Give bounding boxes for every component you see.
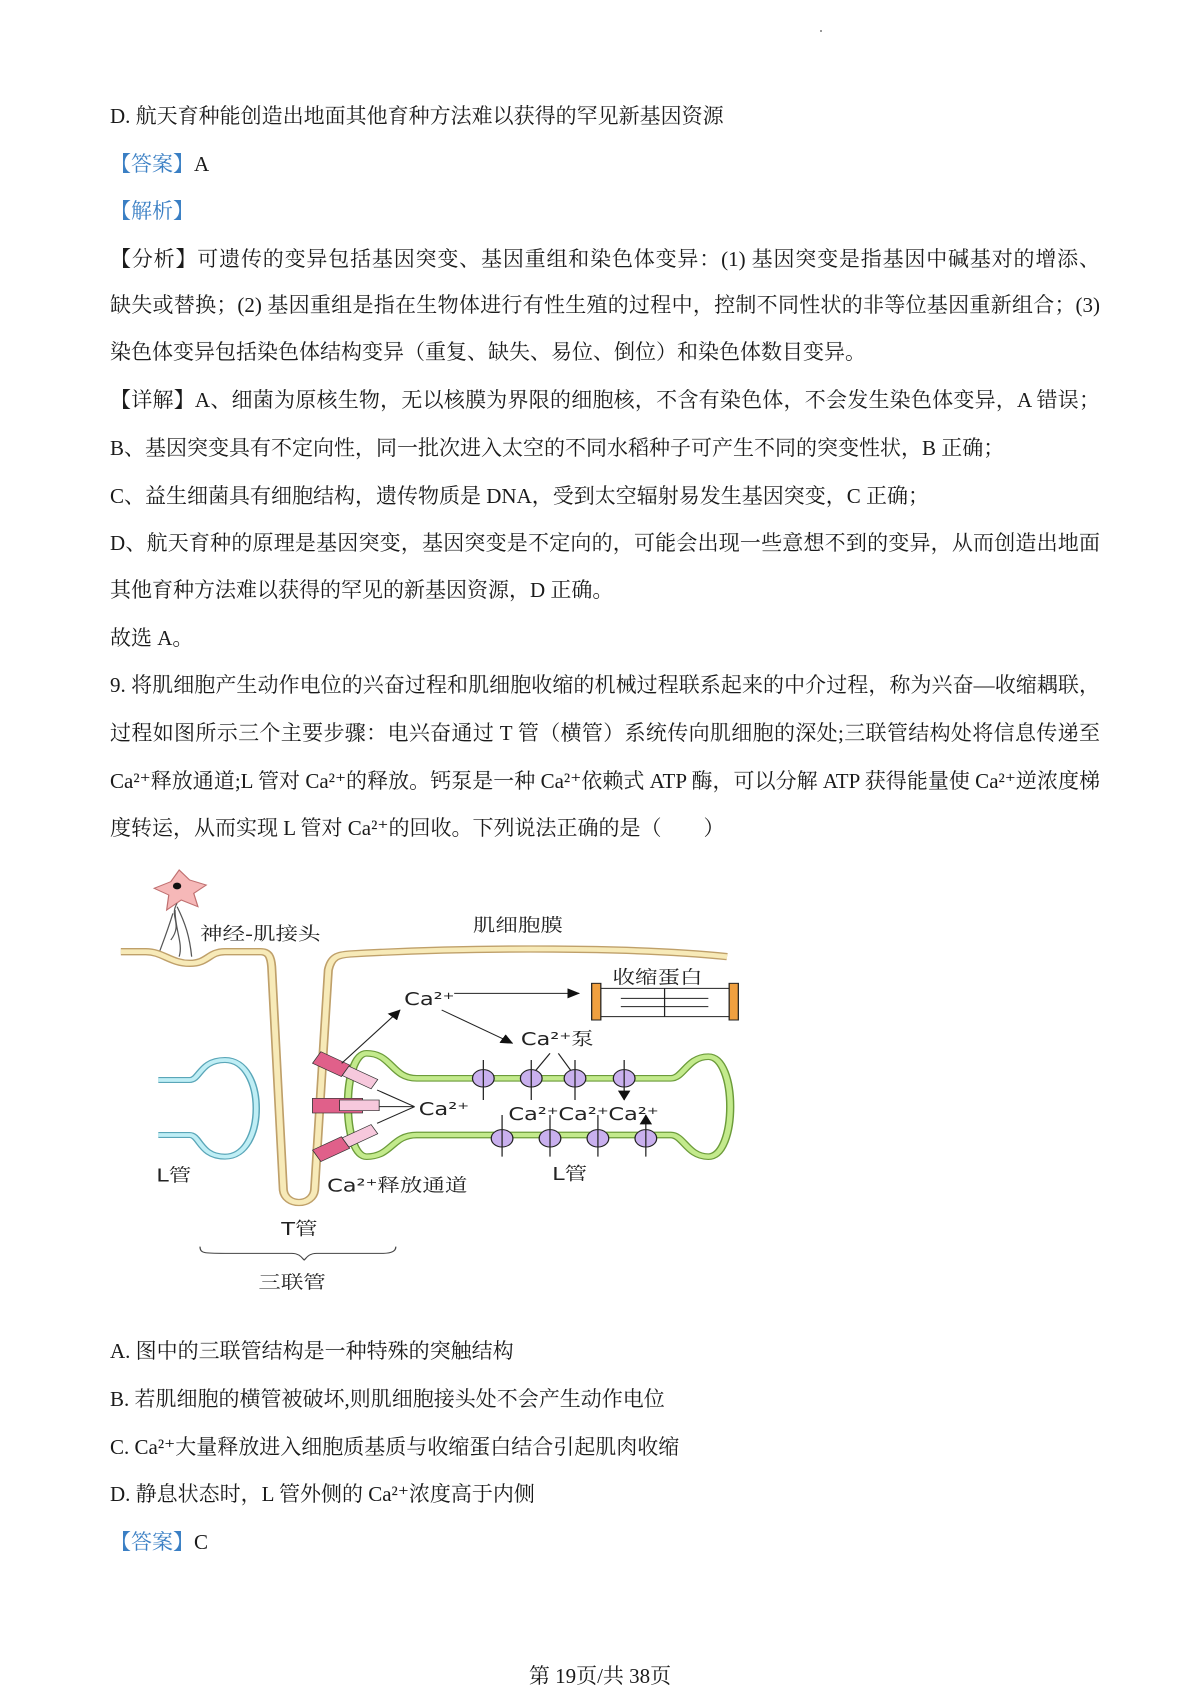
neuron-icon (154, 870, 206, 957)
answer-tag: 【答案】 (110, 152, 194, 176)
triad-brace (200, 1247, 396, 1260)
stem-line: 9. 将肌细胞产生动作电位的兴奋过程和肌细胞收缩的机械过程联系起来的中介过程，称为兴奋—收缩耦联， (110, 673, 1100, 697)
label-ca-inner: Ca²⁺ (508, 1103, 559, 1125)
scan-dot (820, 30, 822, 32)
stem-line: Ca²⁺释放通道;L 管对 Ca²⁺的释放。钙泵是一种 Ca²⁺依赖式 ATP 酶，可以分解 ATP 获得能量使 Ca²⁺逆浓度梯 (110, 769, 1100, 793)
prev-option-d: D. 航天育种能创造出地面其他育种方法难以获得的罕见新基因资源 (110, 104, 724, 128)
detail-text: A、细菌为原核生物，无以核膜为界限的细胞核，不含有染色体，不会发生染色体变异，A 错误； (194, 388, 1100, 412)
explain-tag: 【解析】 (110, 199, 194, 223)
analysis-text: 可遗传的变异包括基因突变、基因重组和染色体变异：(1) 基因突变是指基因中碱基对的增添、 (197, 247, 1100, 271)
analysis-line (110, 246, 1100, 272)
option-d: D. 静息状态时，L 管外侧的 Ca²⁺浓度高于内侧 (110, 1482, 535, 1506)
l-tube-left (158, 1060, 256, 1157)
label-triad: 三联管 (258, 1271, 326, 1293)
label-l-tube-left: L管 (156, 1164, 192, 1187)
label-ca-top: Ca²⁺ (404, 988, 455, 1010)
option-a: A. 图中的三联管结构是一种特殊的突触结构 (110, 1339, 514, 1363)
label-release-channel: Ca²⁺释放通道 (327, 1174, 468, 1197)
label-nmj: 神经-肌接头 (200, 923, 321, 945)
contractile-protein-icon (592, 983, 739, 1020)
analysis-line: 染色体变异包括染色体结构变异（重复、缺失、易位、倒位）和染色体数目变异。 (110, 340, 866, 364)
stem-line: 度转运，从而实现 L 管对 Ca²⁺的回收。下列说法正确的是（ ） (110, 816, 725, 840)
answer-value: C (194, 1530, 209, 1554)
detail-line: B、基因突变具有不定向性，同一批次进入太空的不同水稻种子可产生不同的突变性状，B 正确； (110, 436, 1005, 460)
detail-tag: 【详解】 (110, 388, 195, 412)
analysis-tag: 【分析】 (110, 247, 198, 271)
answer-value: A (194, 152, 210, 176)
label-ca-inner: Ca²⁺ (608, 1103, 659, 1125)
question-answer (110, 1529, 208, 1555)
analysis-line: 缺失或替换；(2) 基因重组是指在生物体进行有性生殖的过程中，控制不同性状的非等位基因重新组合；(3) (110, 293, 1100, 317)
excitation-contraction-diagram (100, 860, 750, 1310)
label-ca-mid: Ca²⁺ (418, 1098, 470, 1120)
detail-line: C、益生细菌具有细胞结构，遗传物质是 DNA，受到太空辐射易发生基因突变，C 正确； (110, 484, 930, 508)
option-c: C. Ca²⁺大量释放进入细胞质基质与收缩蛋白结合引起肌肉收缩 (110, 1435, 680, 1459)
detail-line: D、航天育种的原理是基因突变，基因突变是不定向的，可能会出现一些意想不到的变异，从而创造出地面 (110, 531, 1100, 555)
label-ca-inner: Ca²⁺ (558, 1103, 609, 1125)
page-footer: 第 19页/共 38页 (528, 1664, 672, 1688)
label-contractile: 收缩蛋白 (612, 966, 703, 988)
label-l-tube-right: L管 (552, 1163, 588, 1185)
conclusion: 故选 A。 (110, 626, 194, 650)
detail-line: 其他育种方法难以获得的罕见的新基因资源，D 正确。 (110, 578, 614, 602)
label-t-tube: T管 (281, 1218, 318, 1240)
answer-tag: 【答案】 (110, 1530, 194, 1554)
stem-line: 过程如图所示三个主要步骤：电兴奋通过 T 管（横管）系统传向肌细胞的深处;三联管结构处将信息传递至 (110, 721, 1100, 745)
option-b: B. 若肌细胞的横管被破坏,则肌细胞接头处不会产生动作电位 (110, 1387, 665, 1411)
prev-answer (110, 151, 209, 177)
label-pump: Ca²⁺泵 (520, 1028, 594, 1050)
label-membrane: 肌细胞膜 (472, 914, 563, 937)
detail-line (110, 387, 1100, 413)
ca-release-channel-icon (313, 1052, 380, 1162)
